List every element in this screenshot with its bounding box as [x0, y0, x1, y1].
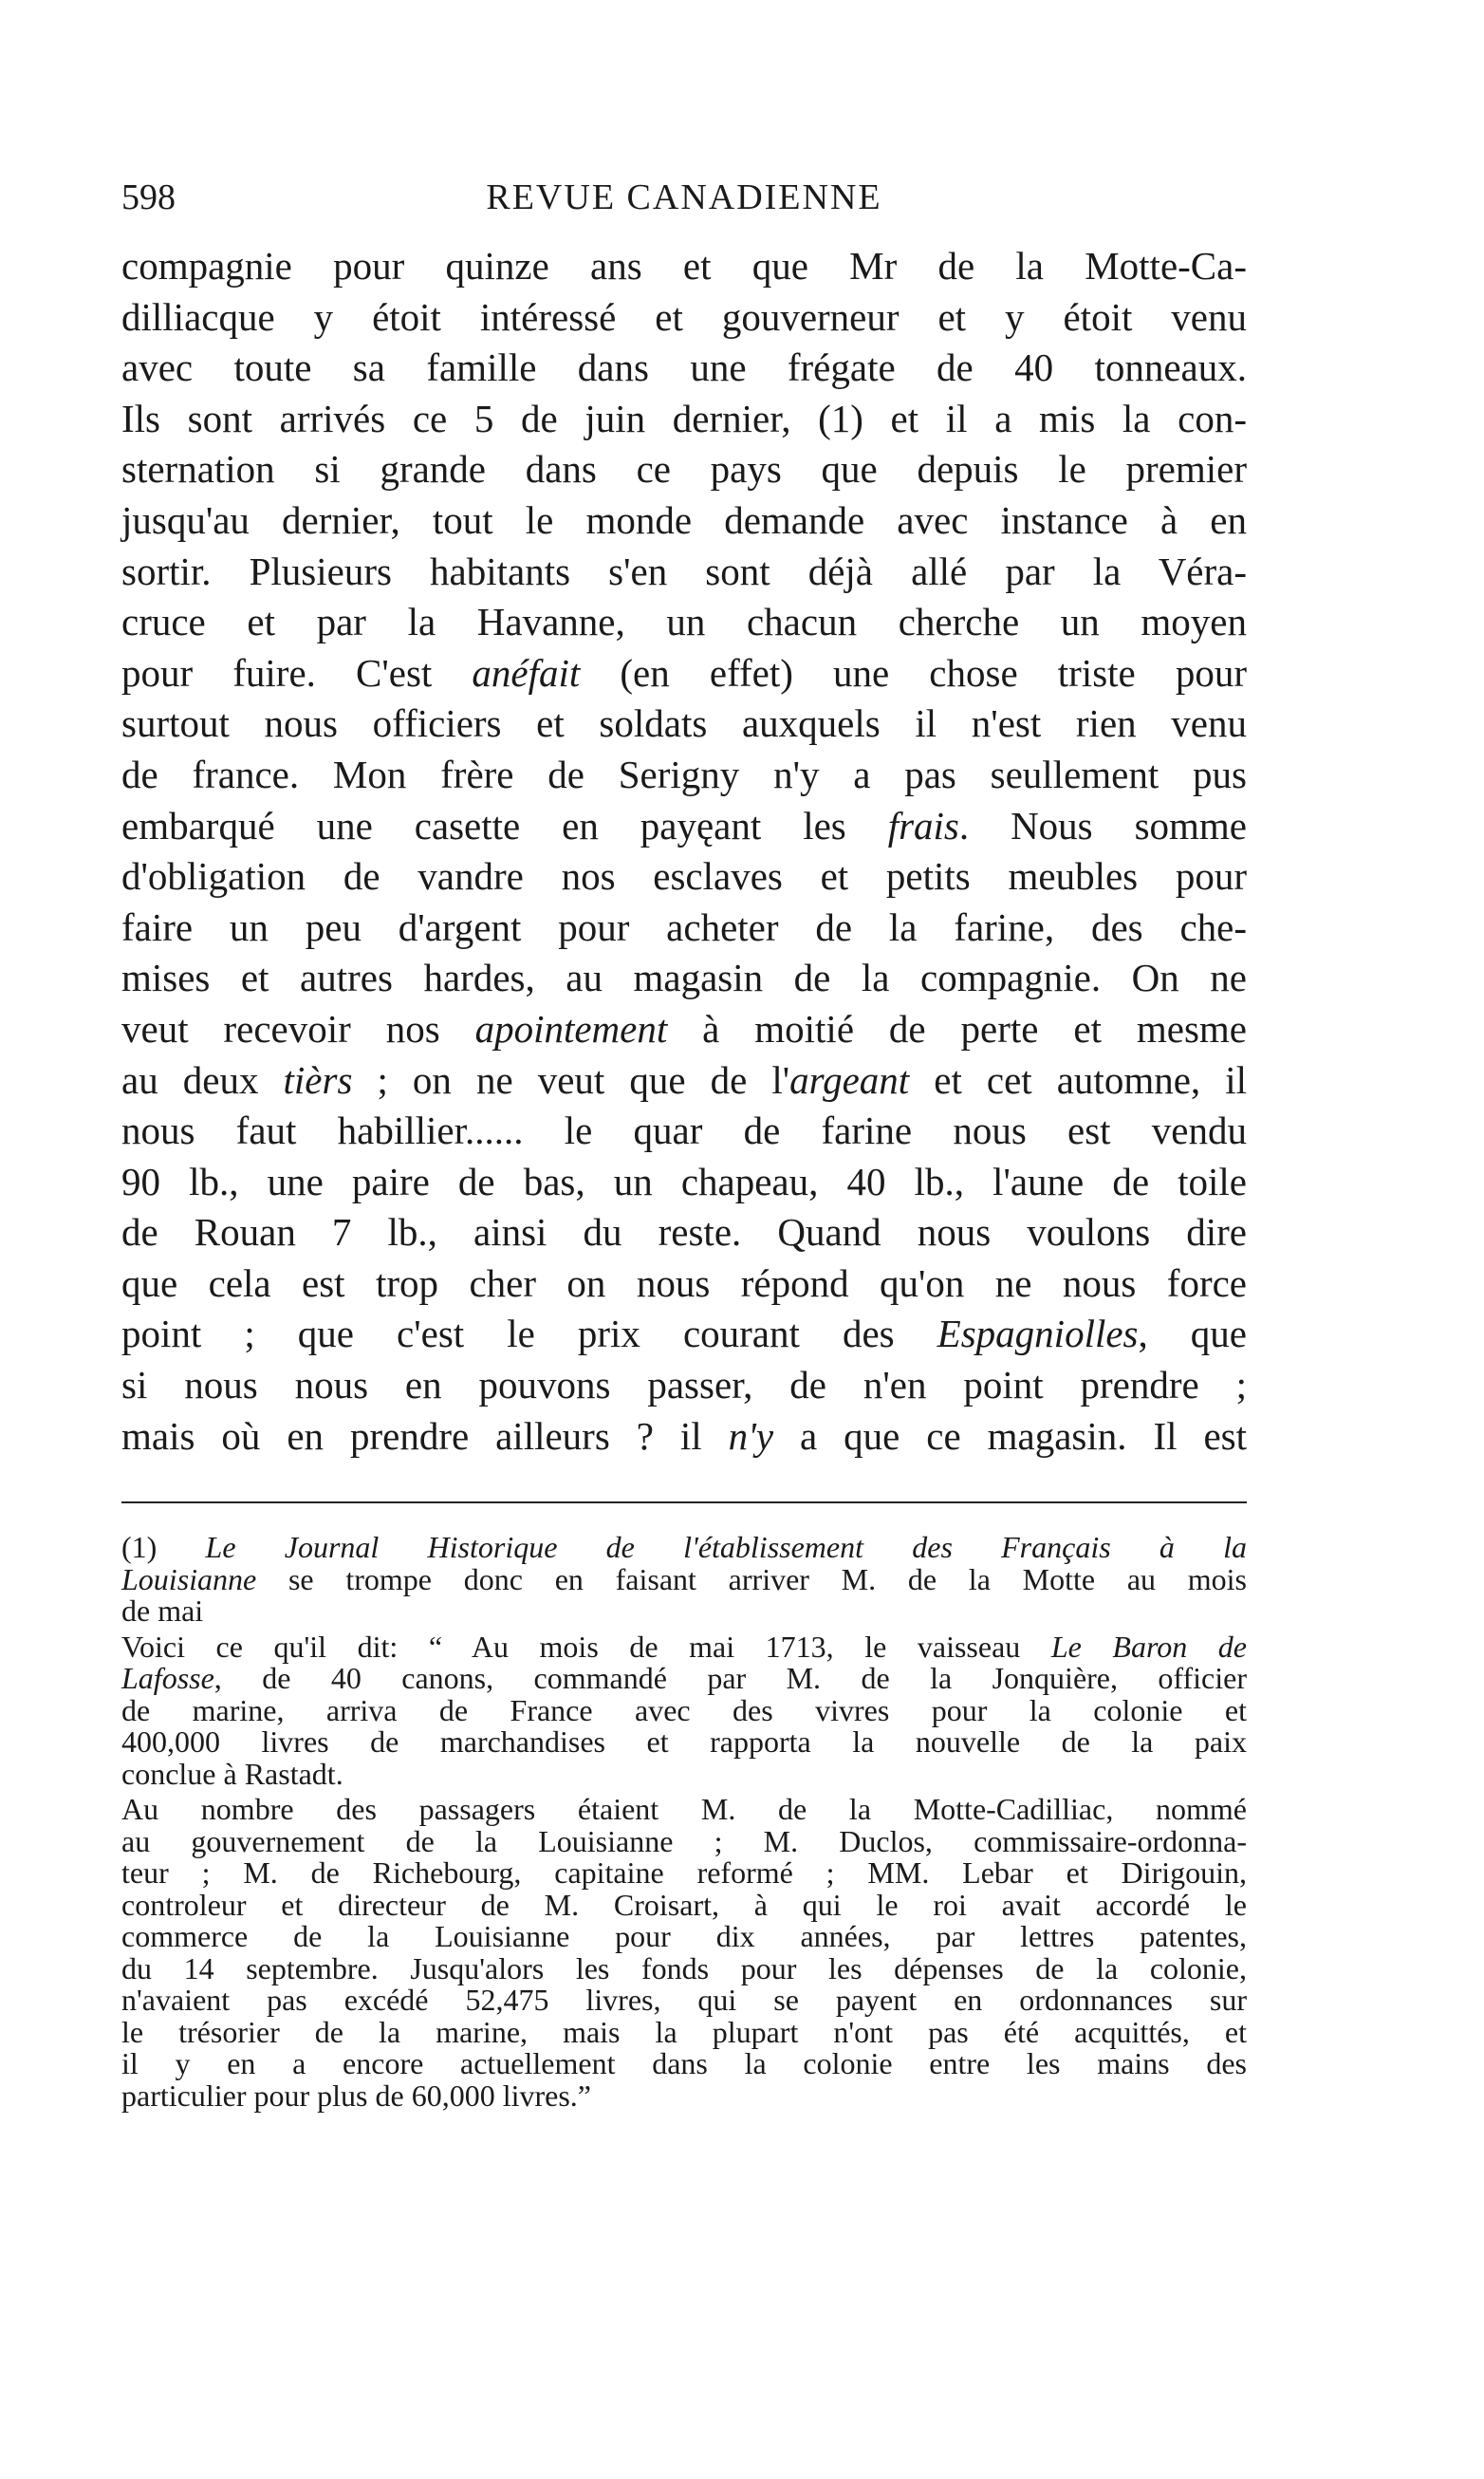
footnotes [121, 1528, 1247, 2112]
page-number: 598 [121, 177, 176, 217]
body-line [121, 1055, 1247, 1107]
body-line: d'obligation de vandre nos esclaves et petits meubles pour [121, 854, 1247, 899]
text-segment: embarqué une casette en payęant les [121, 803, 888, 848]
footnote-line: il y en a encore actuellement dans la colonie entre les mains des [121, 2046, 1247, 2080]
body-line [121, 1309, 1247, 1360]
text-segment: (1) [121, 1530, 206, 1564]
body-line: mises et autres hardes, au magasin de la compagnie. On ne [121, 956, 1247, 1000]
italic-text: argeant [789, 1057, 910, 1102]
footnote-line: de marine, arriva de France avec des vivres pour la colonie et [121, 1692, 1247, 1727]
body-line: de Rouan 7 lb., ainsi du reste. Quand nous voulons dire [121, 1210, 1247, 1255]
journal-title: REVUE CANADIENNE [486, 177, 882, 217]
body-line: de france. Mon frère de Serigny n'y a pas seullement pus [121, 752, 1247, 796]
body-line: dilliacque y étoit intéressé et gouverneur et y étoit venu [121, 294, 1247, 339]
footnote-paragraph [121, 1794, 1247, 2112]
text-segment: au deux [121, 1057, 284, 1102]
text-segment: pour fuire. C'est [121, 650, 473, 695]
body-line: nous faut habillier...... le quar de farine nous est vendu [121, 1109, 1247, 1153]
footnote-line: n'avaient pas excédé 52,475 livres, qui se payent en ordonnances sur [121, 1983, 1247, 2017]
text-segment: se trompe donc en faisant arriver M. de la Motte au mois [256, 1561, 1247, 1596]
body-line [121, 801, 1247, 852]
footnote-divider [121, 1501, 1247, 1503]
running-head [121, 169, 1247, 226]
footnote-line [121, 1561, 1247, 1596]
footnote-line: du 14 septembre. Jusqu'alors les fonds pour les dépenses de la colonie, [121, 1950, 1247, 1985]
text-segment: à moitié de perte et mesme [667, 1006, 1247, 1051]
footnote-line: le trésorier de la marine, mais la plupart n'ont pas été acquittés, et [121, 2014, 1247, 2049]
text-segment: , de 40 canons, commandé par M. de la Jonquière, officier [213, 1661, 1247, 1695]
footnote-line: 400,000 livres de marchandises et rapporta la nouvelle de la paix [121, 1724, 1247, 1759]
text-segment: (en effet) une chose triste pour [580, 650, 1248, 695]
italic-text: apointement [474, 1006, 668, 1051]
body-line: compagnie pour quinze ans et que Mr de la Motte-Ca- [121, 244, 1247, 288]
body-line: avec toute sa famille dans une frégate de 40 tonneaux. [121, 345, 1247, 390]
italic-text: anéfait [472, 650, 581, 695]
italic-text: Le Baron de [1050, 1629, 1248, 1664]
body-line: surtout nous officiers et soldats auxquels il n'est rien venu [121, 701, 1247, 746]
footnote-line: teur ; M. de Richebourg, capitaine reformé ; MM. Lebar et Dirigouin, [121, 1855, 1247, 1890]
italic-text: frais [887, 803, 959, 848]
footnote-line [121, 1663, 1247, 1695]
italic-text: n'y [728, 1413, 774, 1458]
text-segment: a que ce magasin. Il est [773, 1413, 1248, 1458]
footnote-line: controleur et directeur de M. Croisart, à qui le roi avait accordé le [121, 1887, 1247, 1922]
text-segment: , que [1138, 1312, 1248, 1356]
italic-text: tièrs [283, 1057, 353, 1102]
body-line: que cela est trop cher on nous répond qu'on ne nous force [121, 1260, 1247, 1305]
italic-text: Espagniolles [937, 1312, 1139, 1356]
text-segment: mais où en prendre ailleurs ? il [121, 1413, 729, 1458]
footnote-line: particulier pour plus de 60,000 livres.” [121, 2078, 591, 2113]
footnote-line: au gouvernement de la Louisianne ; M. Duclos, commissaire-ordonna- [121, 1823, 1247, 1858]
body-text [121, 241, 1247, 1462]
body-line: sternation si grande dans ce pays que depuis le premier [121, 447, 1247, 492]
footnote-line: conclue à Rastadt. [121, 1756, 343, 1791]
body-line [121, 1004, 1247, 1055]
body-line [121, 1411, 1247, 1463]
footnote-line: commerce de la Louisianne pour dix années, par lettres patentes, [121, 1919, 1247, 1953]
footnote-line: de mai [121, 1594, 204, 1628]
body-line: si nous nous en pouvons passer, de n'en point prendre ; [121, 1363, 1247, 1407]
body-line: jusqu'au dernier, tout le monde demande avec instance à en [121, 497, 1247, 542]
body-line: faire un peu d'argent pour acheter de la farine, des che- [121, 904, 1247, 949]
text-segment: et cet automne, il [909, 1057, 1247, 1102]
footnote-line [121, 1631, 1247, 1664]
text-segment: veut recevoir nos [121, 1006, 475, 1051]
italic-text: Louisianne [121, 1561, 257, 1596]
italic-text: Le Journal Historique de l'établissement des Français à la [205, 1530, 1248, 1564]
body-line: Ils sont arrivés ce 5 de juin dernier, (1) et il a mis la con- [121, 396, 1247, 440]
text-segment: Voici ce qu'il dit: “ Au mois de mai 1713, le vaisseau [121, 1629, 1051, 1664]
text-segment: ; on ne veut que de l' [352, 1057, 790, 1102]
footnote-line: Au nombre des passagers étaient M. de la Motte-Cadilliac, nommé [121, 1792, 1247, 1826]
text-segment: point ; que c'est le prix courant des [121, 1312, 937, 1356]
body-line: 90 lb., une paire de bas, un chapeau, 40 lb., l'aune de toile [121, 1159, 1247, 1203]
body-line [121, 648, 1247, 699]
footnote-paragraph [121, 1631, 1247, 1791]
footnote-line [121, 1532, 1247, 1564]
body-line: cruce et par la Havanne, un chacun cherche un moyen [121, 600, 1247, 644]
footnote-paragraph [121, 1532, 1247, 1628]
body-line: sortir. Plusieurs habitants s'en sont déjà allé par la Véra- [121, 549, 1247, 593]
text-segment: . Nous somme [958, 803, 1248, 848]
italic-text: Lafosse [121, 1661, 214, 1695]
